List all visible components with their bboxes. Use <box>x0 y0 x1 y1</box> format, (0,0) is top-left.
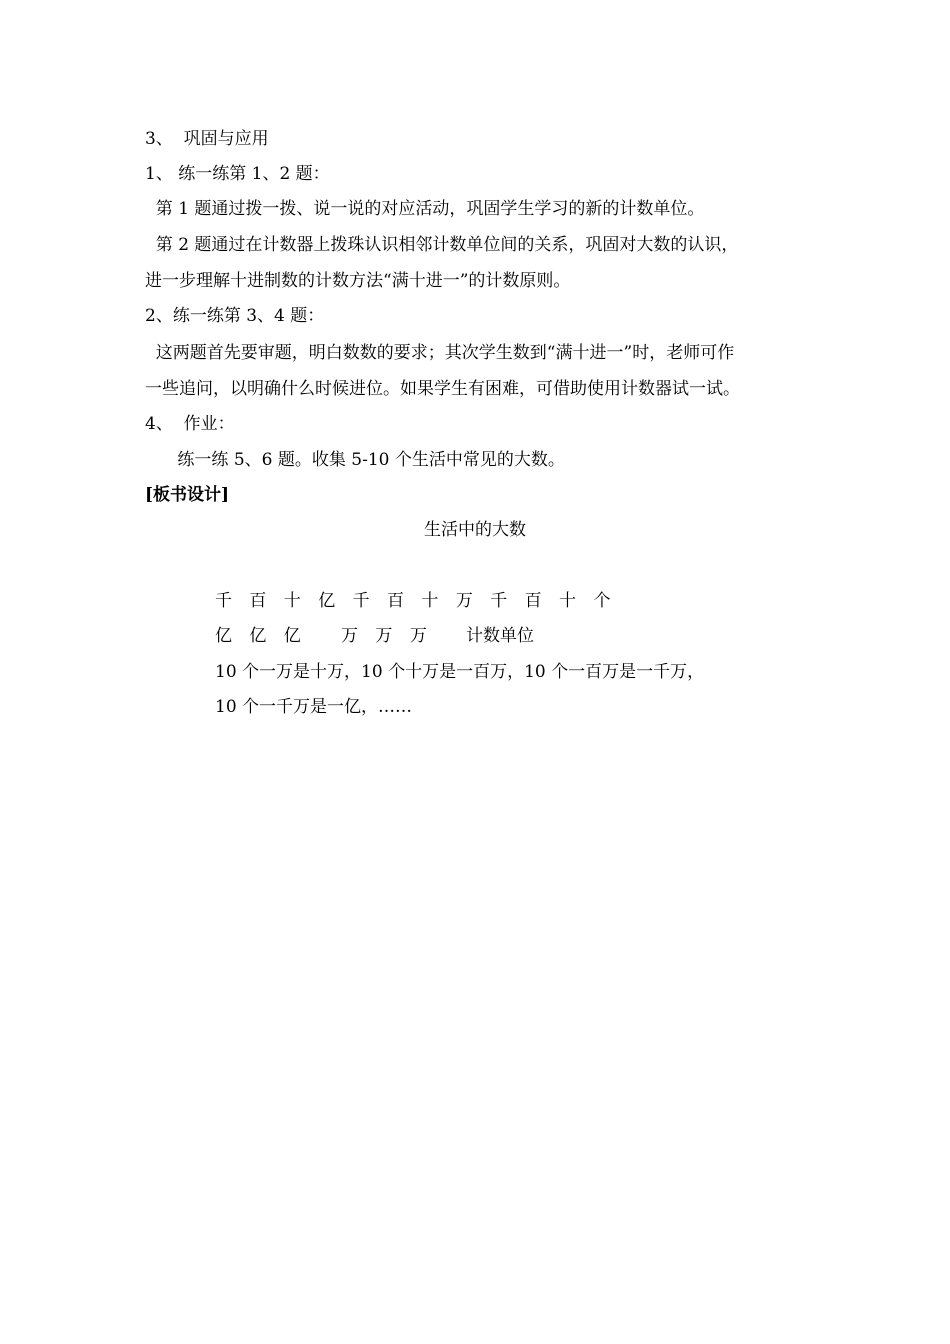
exercise-item-1: 1、 练一练第 1、2 题： <box>145 164 330 184</box>
homework-description: 练一练 5、6 题。收集 5-10 个生活中常见的大数。 <box>145 450 565 470</box>
board-rule-line-1: 10 个一万是十万，10 个十万是一百万，10 个一百万是一千万， <box>215 662 705 682</box>
board-units-label: 计数单位 <box>466 626 534 646</box>
section-heading-homework: 4、 作业： <box>145 414 235 434</box>
exercise-item-2: 2、练一练第 3、4 题： <box>145 306 325 326</box>
exercise-2-description-cont: 进一步理解十进制数的计数方法“满十进一”的计数原则。 <box>145 271 571 291</box>
section-heading-consolidation: 3、 巩固与应用 <box>145 129 269 149</box>
exercise-2-description: 第 2 题通过在计数器上拨珠认识相邻计数单位间的关系，巩固对大数的认识， <box>145 235 739 255</box>
board-units-row-2: 亿 亿 亿 万 万 万 <box>215 626 433 646</box>
board-units-row-1: 千 百 十 亿 千 百 十 万 千 百 十 个 <box>215 591 617 611</box>
board-rule-line-2: 10 个一千万是一亿，…… <box>215 697 413 717</box>
exercise-3-4-description: 这两题首先要审题，明白数数的要求；其次学生数到“满十进一”时，老师可作 <box>145 343 735 363</box>
board-title: 生活中的大数 <box>424 520 526 540</box>
exercise-3-4-description-cont: 一些追问，以明确什么时候进位。如果学生有困难，可借助使用计数器试一试。 <box>145 379 740 399</box>
board-design-heading: [板书设计] <box>145 485 230 505</box>
exercise-1-description: 第 1 题通过拨一拨、说一说的对应活动，巩固学生学习的新的计数单位。 <box>145 199 705 219</box>
